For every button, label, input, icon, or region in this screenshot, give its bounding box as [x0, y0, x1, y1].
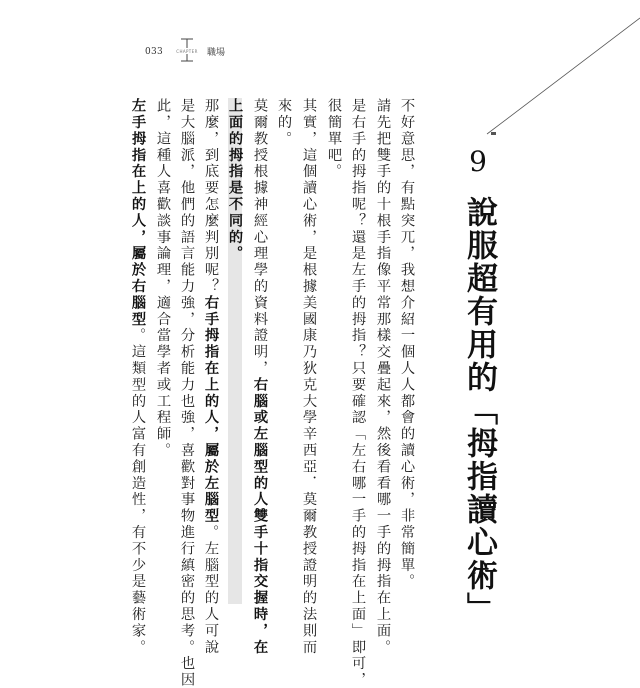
emphasis-text: 右手拇指在上的人，屬於左腦型: [203, 294, 219, 525]
chapter-title: 說服超有用的「拇指讀心術」: [461, 196, 497, 625]
body-column-1: 不好意思，有點突兀，我想介紹一個人人都會的讀心術，非常簡單。: [399, 98, 415, 590]
emphasis-text: 右腦或左腦型的人雙手十指交握時，在: [252, 376, 268, 656]
body-text: 。左腦型的人可說: [203, 524, 219, 656]
body-column-9: [203, 98, 219, 656]
body-text: 莫爾教授根據神經心理學的資料證明，: [252, 98, 268, 377]
chapter-number: 9: [469, 145, 487, 178]
body-column-3: 是右手的拇指呢？還是左手的拇指？只要確認「左右哪一手的拇指在上面」即可，: [350, 98, 366, 688]
body-column-10: 是大腦派，他們的語言能力強，分析能力也強，喜歡對事物進行縝密的思考。也因: [179, 98, 195, 688]
chapter-label: CHAPTER: [176, 49, 198, 54]
body-column-6: 來的。: [276, 98, 292, 148]
body-column-5: 其實，這個讀心術，是根據美國康乃狄克大學辛西亞．莫爾教授證明的法則而: [301, 98, 317, 656]
body-column-12: [130, 98, 146, 656]
title-marker: [491, 132, 496, 135]
body-column-7: [252, 98, 268, 656]
page-number: 033: [145, 47, 164, 57]
body-text: 那麼，到底要怎麼判別呢？: [203, 98, 219, 295]
body-column-11: 此，這種人喜歡談事論理，適合當學者或工程師。: [155, 98, 171, 459]
emphasis-text: 左手拇指在上的人，屬於右腦型: [130, 98, 146, 328]
body-column-2: 請先把雙手的十根手指像平常那樣交疊起來，然後看看哪一手的拇指在上面。: [375, 98, 391, 656]
body-column-8: 上面的拇指是不同的。: [228, 98, 242, 604]
body-text: 。這類型的人富有創造性，有不少是藝術家。: [130, 327, 146, 656]
section-label: 職場: [207, 48, 226, 58]
body-column-4: 很簡單吧。: [326, 98, 342, 180]
